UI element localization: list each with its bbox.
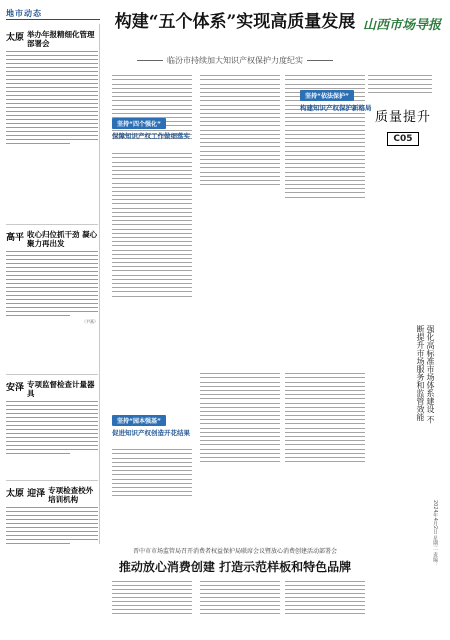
bottom-column-3 <box>285 578 365 617</box>
bottom-column-2 <box>200 578 280 617</box>
brief-text <box>6 251 98 316</box>
page-number: C05 <box>387 132 418 146</box>
section-tag: 地市动态 <box>6 9 42 18</box>
subhead-text: 构建知识产权保护新格局 <box>300 104 372 112</box>
brief-title: 举办年报精细化管理部署会 <box>27 30 95 48</box>
subhead-text: 保障知识产权工作做细落实 <box>112 132 190 140</box>
slogan-banner: 强化高标准市场体系建设 不断提升市场服务和监管效能 <box>416 325 435 424</box>
brief-title: 专项检查校外培训机构 <box>48 486 94 504</box>
brief-divider <box>6 224 98 225</box>
brief-title: 收心归位抓干劲 凝心聚力再出发 <box>27 230 98 248</box>
brief-place: 高平 <box>6 233 25 243</box>
brief-source: （尹燕） <box>82 319 98 324</box>
brief-title: 专项监督检查计量器具 <box>27 380 95 398</box>
brief-taiyuan <box>6 30 98 147</box>
bottom-headline: 推动放心消费创建 打造示范样板和特色品牌 <box>118 560 352 574</box>
brief-text <box>6 401 98 454</box>
bottom-column-1 <box>112 578 192 617</box>
page-header <box>368 110 438 146</box>
subhead-text: 促进知识产权创造开花结果 <box>112 429 190 437</box>
subhead-tag: 坚持“依法保护” <box>300 90 354 101</box>
main-subheadline: 临汾市持续加大知识产权保护力度纪实 <box>110 55 360 66</box>
brief-place: 安泽 <box>6 383 25 393</box>
brief-anze <box>6 380 98 457</box>
article-column-1c <box>112 446 192 499</box>
subhead-1 <box>112 118 282 140</box>
issue-date: 2024年4月2日 星期二 责编： <box>432 500 438 568</box>
main-headline: 构建“五个体系”实现高质量发展 <box>114 12 356 32</box>
bottom-kicker: 晋中市市场监管局召开消费者权益保护局联席会议暨放心消费创建活动部署会 <box>132 548 337 555</box>
article-column-3b <box>285 370 365 465</box>
brief-yingze <box>6 486 98 547</box>
left-brief-column <box>6 24 100 544</box>
brief-place: 太原 迎泽 <box>6 489 46 499</box>
brief-text <box>6 51 98 144</box>
article-column-2b <box>200 370 280 465</box>
subhead-3 <box>300 90 380 112</box>
page-section-title: 质量提升 <box>374 110 431 125</box>
masthead-logo: 山西市场导报 <box>362 18 441 33</box>
section-rule <box>6 19 100 20</box>
brief-divider <box>6 374 98 375</box>
brief-divider <box>6 480 98 481</box>
subhead-tag: 坚持“园本强基” <box>112 415 166 426</box>
brief-gaoping <box>6 230 98 325</box>
brief-place: 太原 <box>6 33 25 43</box>
article-column-1b <box>112 150 192 300</box>
brief-text <box>6 507 98 544</box>
subhead-tag: 坚持“四个强化” <box>112 118 166 129</box>
